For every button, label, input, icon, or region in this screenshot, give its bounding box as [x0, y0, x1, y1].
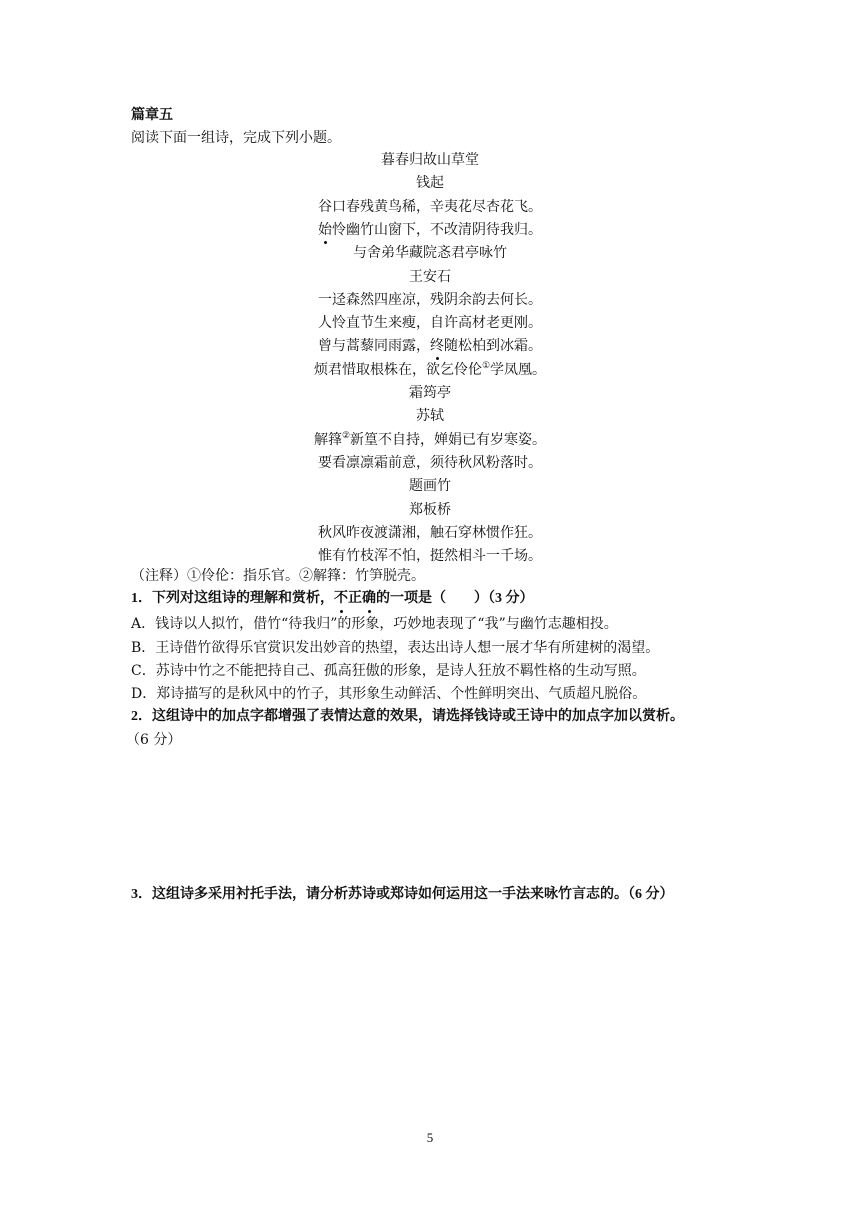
poem-line: 谷口春残黄鸟稀，辛夷花尽杏花飞。	[318, 199, 542, 215]
section-title: 篇章五	[131, 107, 173, 123]
question-2-score: （6 分）	[126, 732, 182, 748]
poem-line: 始怜幽竹山窗下，不改清阴待我归。	[318, 222, 542, 238]
poem-line: 一迳森然四座凉，残阴余韵去何长。	[318, 292, 542, 308]
question-1-dotted-char: 正	[348, 591, 362, 606]
poem-line: 秋风昨夜渡潇湘，触石穿林惯作狂。	[318, 525, 542, 541]
option-c: C．苏诗中竹之不能把持自己、孤高狂傲的形象，是诗人狂放不羁性格的生动写照。	[131, 663, 646, 679]
emphasis-dot-char: 终	[430, 338, 444, 354]
question-1-dotted-char: 不	[334, 589, 348, 609]
option-b: B．王诗借竹欲得乐官赏识发出妙音的热望，表达出诗人想一展才华有所建树的渴望。	[131, 640, 660, 656]
question-1-dotted-text	[334, 591, 376, 606]
poem-line: 解箨②新篁不自持，婵娟已有岁寒姿。	[313, 431, 547, 448]
question-1-stem	[131, 589, 534, 609]
poem-author: 郑板桥	[409, 502, 451, 518]
poem-title: 霜筠亭	[409, 385, 451, 401]
poem-title: 与舍弟华藏院忞君亭咏竹	[353, 245, 507, 261]
poem-line: 人怜直节生来瘦，自许高材老更刚。	[318, 315, 542, 331]
instruction-text: 阅读下面一组诗，完成下列小题。	[131, 130, 341, 146]
question-1-prefix: 1．下列对这组诗的理解和赏析，	[131, 591, 334, 606]
notes-text: （注释）①伶伦：指乐官。②解箨：竹笋脱壳。	[131, 568, 425, 584]
poem-author: 苏轼	[416, 408, 444, 424]
option-a: A．钱诗以人拟竹，借竹“待我归”的形象，巧妙地表现了“我”与幽竹志趣相投。	[131, 616, 618, 632]
question-1-suffix: 的一项是（ ）（3 分）	[376, 591, 534, 606]
poem-title: 暮春归故山草堂	[381, 152, 479, 168]
page-number: 5	[426, 1130, 434, 1145]
footnote-marker: ①	[481, 361, 491, 371]
poem-line: 惟有竹枝浑不怕，挺然相斗一千场。	[318, 548, 542, 564]
poem-author: 钱起	[416, 175, 444, 191]
poem-line: 要看凛凛霜前意，须待秋风粉落时。	[318, 455, 542, 471]
poem-line: 烦君惜取根株在，欲乞伶伦①学凤凰。	[313, 361, 547, 378]
option-d: D．郑诗描写的是秋风中的竹子，其形象生动鲜活、个性鲜明突出、气质超凡脱俗。	[131, 686, 647, 702]
question-3-stem: 3．这组诗多采用衬托手法，请分析苏诗或郑诗如何运用这一手法来咏竹言志的。（6 分）	[131, 887, 674, 902]
footnote-marker: ②	[341, 431, 351, 441]
poem-author: 王安石	[409, 269, 451, 285]
emphasis-dot-char: 始	[318, 222, 332, 238]
poem-line: 曾与蒿藜同雨露，终随松柏到冰霜。	[318, 338, 542, 354]
question-1-dotted-char: 确	[362, 589, 376, 609]
question-2-stem: 2．这组诗中的加点字都增强了表情达意的效果，请选择钱诗或王诗中的加点字加以赏析。	[131, 709, 684, 724]
poem-title: 题画竹	[409, 478, 451, 494]
